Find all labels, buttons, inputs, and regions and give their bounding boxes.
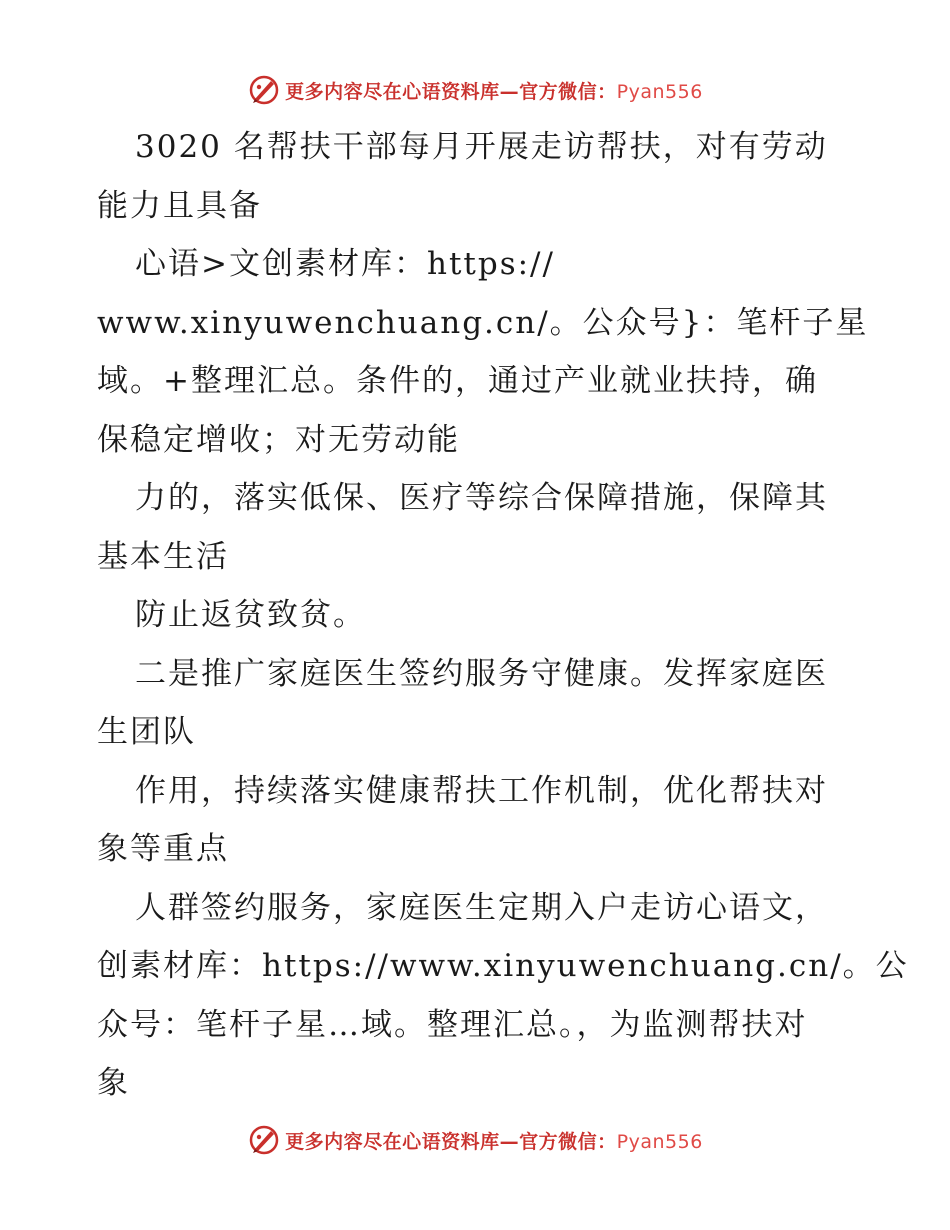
document-body xyxy=(97,118,909,1113)
text-line: 二是推广家庭医生签约服务守健康。发挥家庭医 xyxy=(135,655,828,692)
wechat-id: Pyan556 xyxy=(616,1130,703,1153)
watermark-label: 更多内容尽在心语资料库—官方微信： xyxy=(285,80,617,103)
header-watermark-banner xyxy=(0,70,950,110)
text-line: 能力且具备 xyxy=(97,187,262,224)
text-line: 防止返贫致贫。 xyxy=(135,597,366,633)
watermark-text xyxy=(285,77,703,104)
watermark-text xyxy=(285,1127,703,1154)
text-line: 创素材库：https://www.xinyuwenchuang.cn/。公 xyxy=(97,948,909,984)
text-line: 象等重点 xyxy=(97,831,229,867)
text-line: 象 xyxy=(97,1065,130,1101)
pen-logo-icon xyxy=(247,1123,281,1157)
text-line: 域。+整理汇总。条件的，通过产业就业扶持，确 xyxy=(97,363,818,399)
text-line: 生团队 xyxy=(97,714,196,750)
text-line: 保稳定增收；对无劳动能 xyxy=(97,421,460,458)
watermark-label: 更多内容尽在心语资料库—官方微信： xyxy=(285,1130,617,1153)
wechat-id: Pyan556 xyxy=(616,80,703,103)
text-line: 心语>文创素材库：https:// xyxy=(135,246,555,282)
text-line: 力的，落实低保、医疗等综合保障措施，保障其 xyxy=(135,480,828,516)
text-line: 众号：笔杆子星…域。整理汇总。，为监测帮扶对 xyxy=(97,1006,808,1043)
text-line: 作用，持续落实健康帮扶工作机制，优化帮扶对 xyxy=(135,772,828,809)
footer-watermark-banner xyxy=(0,1120,950,1160)
text-line: 基本生活 xyxy=(97,538,229,575)
text-line: 3020 名帮扶干部每月开展走访帮扶，对有劳动 xyxy=(135,129,828,165)
pen-logo-icon xyxy=(247,73,281,107)
text-line: www.xinyuwenchuang.cn/。公众号}：笔杆子星 xyxy=(97,304,869,341)
text-line: 人群签约服务，家庭医生定期入户走访心语文， xyxy=(135,889,828,926)
